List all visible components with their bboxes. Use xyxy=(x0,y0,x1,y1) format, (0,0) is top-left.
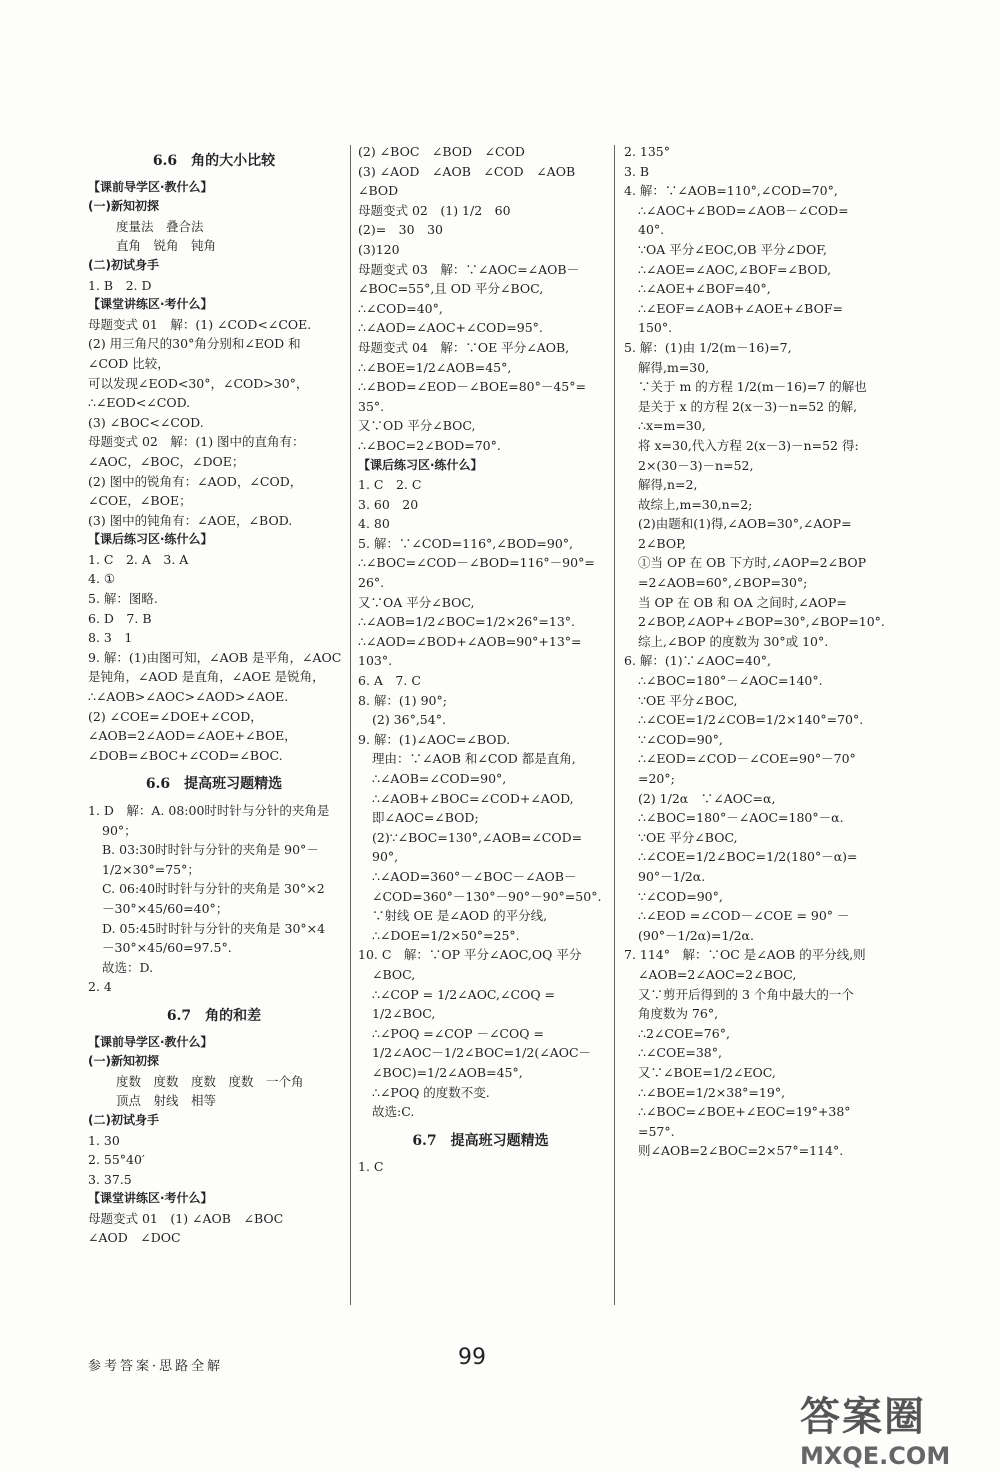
answer-line: ∴∠BOE=1/2∠AOB=45°, xyxy=(358,359,512,375)
answer-line: (2) 图中的锐角有：∠AOD，∠COD， xyxy=(88,473,303,489)
answer-line: 故选：D. xyxy=(102,959,154,975)
answer-line: ∴∠AOD=360°－∠BOC－∠AOB－ xyxy=(372,868,577,884)
answer-line: 解得,m=30, xyxy=(638,359,710,375)
answer-line: =20°; xyxy=(638,771,675,786)
answer-line: 4. 解：∵∠AOB=110°,∠COD=70°, xyxy=(624,183,838,199)
answer-line: 则∠AOB=2∠BOC=2×57°=114°. xyxy=(638,1143,844,1159)
answer-line: ∴∠POQ 的度数不变. xyxy=(372,1084,490,1100)
answer-line: 又∵∠BOE=1/2∠EOC, xyxy=(638,1064,776,1080)
answer-line: 3. 60 20 xyxy=(358,496,419,512)
answer-line: 是钝角，∠AOD 是直角，∠AOE 是锐角， xyxy=(88,669,325,685)
answer-line: ∴∠BOE=1/2×38°=19°, xyxy=(638,1084,786,1100)
section-label: 【课堂讲练区·考什么】 xyxy=(88,297,213,312)
answer-line: 角度数为 76°, xyxy=(638,1006,719,1022)
answer-line: ∠AOD ∠DOC xyxy=(88,1230,181,1246)
answer-line: 1. C 2. C xyxy=(358,477,422,493)
answer-line: 40°. xyxy=(638,222,665,238)
answer-line: 当 OP 在 OB 和 OA 之间时,∠AOP= xyxy=(638,594,847,610)
answer-line: 故综上,m=30,n=2; xyxy=(638,496,753,512)
answer-line: (90°－1/2α)=1/2α. xyxy=(638,927,754,943)
answer-line: 母题变式 01 解：(1) ∠COD<∠COE. xyxy=(88,316,312,332)
answer-line: 35°. xyxy=(358,398,385,414)
answer-line: 2×(30－3)－n=52, xyxy=(638,457,754,473)
answer-line: 8. 3 1 xyxy=(88,630,133,646)
answer-line: －30°×45/60=40°； xyxy=(102,900,229,916)
answer-line: ∴∠AOE+∠BOF=40°, xyxy=(638,281,771,297)
answer-line: ∠AOB=2∠AOC=2∠BOC, xyxy=(638,966,797,982)
answer-line: 又∵OA 平分∠BOC, xyxy=(358,594,475,610)
answer-line: (2)由题和(1)得,∠AOB=30°,∠AOP= xyxy=(638,516,852,532)
answer-line: 90°－1/2α. xyxy=(638,868,706,884)
answer-line: ∠COD=360°－130°－90°－90°=50°. xyxy=(372,888,602,904)
answer-line: ∴2∠COE=76°, xyxy=(638,1025,730,1041)
answer-line: 度数 度数 度数 度数 一个角 xyxy=(116,1073,304,1089)
column-right xyxy=(624,142,885,1161)
answer-line: 母题变式 02 解：(1) 图中的直角有： xyxy=(88,434,305,450)
answer-line: 3. B xyxy=(624,163,650,179)
section-label: 【课前导学区·教什么】 xyxy=(88,1034,213,1049)
answer-line: ∵关于 m 的方程 1/2(m－16)=7 的解也 xyxy=(638,379,867,395)
page-number: 99 xyxy=(458,1345,486,1370)
answer-line: 6. A 7. C xyxy=(358,673,421,689)
answer-line: ∠COD 比较， xyxy=(88,355,170,371)
answer-line: ∵∠COD=90°, xyxy=(638,731,723,747)
answer-line: ∠AOC，∠BOC，∠DOE； xyxy=(88,453,245,469)
answer-line: 2∠BOP,∠AOP+∠BOP=30°,∠BOP=10°. xyxy=(638,614,885,630)
section-label: (一)新知初探 xyxy=(88,199,159,214)
answer-line: 2. 55°40′ xyxy=(88,1152,145,1168)
answer-line: 9. 解：(1)由图可知，∠AOB 是平角，∠AOC xyxy=(88,649,342,665)
answer-line: 6. D 7. B xyxy=(88,610,152,626)
answer-line: 1. B 2. D xyxy=(88,277,152,293)
answer-line: 综上,∠BOP 的度数为 30°或 10°. xyxy=(638,633,829,649)
answer-line: 故选:C. xyxy=(372,1104,415,1120)
answer-line: (2) 用三角尺的30°角分别和∠EOD 和 xyxy=(88,336,301,352)
answer-line: 1/2∠AOC－1/2∠BOC=1/2(∠AOC－ xyxy=(372,1045,592,1061)
answer-line: 2. 4 xyxy=(88,979,112,995)
answer-line: 母题变式 03 解：∵∠AOC=∠AOB－ xyxy=(358,261,580,277)
answer-line: 母题变式 01 (1) ∠AOB ∠BOC xyxy=(88,1210,284,1226)
answer-line: 1. D 解：A. 08:00时时针与分针的夹角是 xyxy=(88,803,330,818)
section-label: 【课后练习区·练什么】 xyxy=(88,532,213,547)
column-divider xyxy=(614,145,615,1305)
answer-line: ∴∠EOD =∠COD－∠COE = 90° － xyxy=(638,908,850,924)
answer-line: 9. 解：(1)∠AOC=∠BOD. xyxy=(358,731,511,747)
watermark-url: MXQE.COM xyxy=(800,1442,951,1470)
section-label: 【课前导学区·教什么】 xyxy=(88,179,213,194)
answer-line: ∴∠BOC=180°－∠AOC=140°. xyxy=(638,673,823,689)
answer-line: ∠BOC=55°,且 OD 平分∠BOC, xyxy=(358,281,544,297)
answer-line: 3. 37.5 xyxy=(88,1171,132,1187)
answer-line: ∴∠BOC=∠COD－∠BOD=116°－90°= xyxy=(358,555,595,571)
answer-line: 90°； xyxy=(102,822,137,838)
answer-line: B. 03:30时时针与分针的夹角是 90°－ xyxy=(102,842,319,858)
answer-line: ∠DOB=∠BOC+∠COD=∠BOC. xyxy=(88,747,283,763)
answer-line: ∴∠COD=40°, xyxy=(358,300,443,316)
answer-line: 1/2×30°=75°； xyxy=(102,861,200,877)
answer-line: ∴∠AOB=∠COD=90°, xyxy=(372,771,507,786)
answer-line: (3) ∠AOD ∠AOB ∠COD ∠AOB xyxy=(358,163,576,179)
answer-line: ∴∠AOE=∠AOC,∠BOF=∠BOD, xyxy=(638,261,832,277)
answer-line: D. 05:45时时针与分针的夹角是 30°×4 xyxy=(102,920,326,936)
answer-line: (2)= 30 30 xyxy=(358,222,443,238)
answer-line: ∴∠COE=38°, xyxy=(638,1045,722,1061)
answer-line: ∴∠AOB=1/2∠BOC=1/2×26°=13°. xyxy=(358,614,576,630)
answer-line: 8. 解：(1) 90°; xyxy=(358,692,447,708)
answer-line: (2)∵∠BOC=130°,∠AOB=∠COD= xyxy=(372,829,583,845)
answer-line: ∴∠EOD<∠COD. xyxy=(88,395,191,411)
answer-line: ∴∠AOB>∠AOC>∠AOD>∠AOE. xyxy=(88,689,289,705)
footer-title: 参考答案·思路全解 xyxy=(88,1359,224,1374)
answer-line: =57°. xyxy=(638,1123,675,1139)
answer-line: (3) ∠BOC<∠COD. xyxy=(88,414,204,430)
answer-line: －30°×45/60=97.5°. xyxy=(102,940,232,956)
answer-line: 直角 锐角 钝角 xyxy=(116,238,217,254)
answer-line: ∠COE，∠BOE； xyxy=(88,493,192,509)
answer-line: 5. 解：(1)由 1/2(m－16)=7, xyxy=(624,339,792,355)
column-divider xyxy=(350,145,351,1305)
answer-line: 5. 解：图略. xyxy=(88,591,158,607)
answer-line: 6. 解：(1)∵∠AOC=40°, xyxy=(624,653,772,669)
answer-line: ∵OE 平分∠BOC, xyxy=(638,829,738,845)
answer-line: 1/2∠BOC, xyxy=(372,1006,436,1022)
column-middle xyxy=(358,142,603,1177)
answer-line: 是关于 x 的方程 2(x－3)－n=52 的解, xyxy=(638,398,858,414)
answer-line: 26°. xyxy=(358,575,385,591)
answer-line: ∴∠COP = 1/2∠AOC,∠COQ = xyxy=(372,986,556,1002)
answer-line: 103°. xyxy=(358,653,393,669)
answer-line: ∵∠COD=90°, xyxy=(638,888,723,904)
section-label: (二)初试身手 xyxy=(88,1112,159,1127)
answer-line: ∴∠DOE=1/2×50°=25°. xyxy=(372,927,520,943)
answer-line: ∴∠COE=1/2∠BOC=1/2(180°－α)= xyxy=(638,849,858,865)
column-left xyxy=(88,142,340,1248)
answer-line: ∴∠EOD=∠COD－∠COE=90°－70° xyxy=(638,751,856,767)
section-heading: 6.7 角的和差 xyxy=(166,1007,262,1024)
answer-line: 10. C 解：∵OP 平分∠AOC,OQ 平分 xyxy=(358,947,582,963)
answer-line: (3) 图中的钝角有：∠AOE，∠BOD. xyxy=(88,512,293,528)
answer-line: ∴∠BOC=∠BOE+∠EOC=19°+38° xyxy=(638,1104,851,1120)
answer-line: ∵OE 平分∠BOC, xyxy=(638,692,738,708)
answer-line: ∠BOC)=1/2∠AOB=45°, xyxy=(372,1064,523,1080)
answer-line: ∠BOD xyxy=(358,183,399,199)
answer-line: ∴∠AOB+∠BOC=∠COD+∠AOD, xyxy=(372,790,574,806)
answer-line: 解得,n=2, xyxy=(638,477,698,493)
answer-line: 4. ① xyxy=(88,571,116,587)
answer-line: 90°, xyxy=(372,849,399,865)
section-label: 【课后练习区·练什么】 xyxy=(358,457,483,472)
answer-line: 150°. xyxy=(638,320,673,336)
answer-line: (2) 36°,54°. xyxy=(372,712,446,728)
answer-line: ∴∠AOC+∠BOD=∠AOB－∠COD= xyxy=(638,202,849,218)
answer-line: ∴x=m=30, xyxy=(638,418,706,434)
section-heading: 6.6 角的大小比较 xyxy=(152,153,276,169)
answer-line: 1. C 2. A 3. A xyxy=(88,551,189,567)
answer-line: ∠BOC, xyxy=(372,966,416,982)
answer-line: 理由：∵∠AOB 和∠COD 都是直角, xyxy=(372,751,576,767)
answer-line: 母题变式 04 解：∵OE 平分∠AOB, xyxy=(358,339,570,355)
watermark-logo-text: 答案圈 xyxy=(800,1394,926,1440)
answer-line: ∴∠EOF=∠AOB+∠AOE+∠BOF= xyxy=(638,300,843,316)
section-heading: 6.7 提高班习题精选 xyxy=(412,1132,549,1149)
answer-line: ∴∠AOD=∠AOC+∠COD=95°. xyxy=(358,320,543,336)
answer-line: (2) ∠COE=∠DOE+∠COD， xyxy=(88,708,263,724)
answer-line: 顶点 射线 相等 xyxy=(116,1093,217,1109)
answer-line: 2∠BOP, xyxy=(638,535,686,551)
answer-line: (2) 1/2α ∵∠AOC=α, xyxy=(638,790,776,806)
watermark-logo xyxy=(800,1385,950,1470)
answer-line: 度量法 叠合法 xyxy=(116,218,204,234)
answer-line: ∴∠BOC=2∠BOD=70°. xyxy=(358,437,501,453)
answer-line: ①当 OP 在 OB 下方时,∠AOP=2∠BOP xyxy=(638,555,867,571)
answer-line: ∵OA 平分∠EOC,OB 平分∠DOF, xyxy=(638,241,827,257)
answer-line: 1. 30 xyxy=(88,1132,120,1148)
answer-line: 7. 114° 解：∵OC 是∠AOB 的平分线,则 xyxy=(624,947,866,963)
answer-line: (2) ∠BOC ∠BOD ∠COD xyxy=(358,144,525,159)
answer-line: 2. 135° xyxy=(624,144,671,159)
answer-line: 母题变式 02 (1) 1/2 60 xyxy=(358,202,511,218)
answer-line: 又∵OD 平分∠BOC, xyxy=(358,418,476,434)
answer-line: ∴∠BOC=180°－∠AOC=180°－α. xyxy=(638,810,844,826)
answer-line: ∴∠AOD=∠BOD+∠AOB=90°+13°= xyxy=(358,633,582,649)
answer-line: 将 x=30,代入方程 2(x－3)－n=52 得: xyxy=(638,437,859,453)
section-label: 【课堂讲练区·考什么】 xyxy=(88,1191,213,1206)
answer-line: 又∵剪开后得到的 3 个角中最大的一个 xyxy=(638,986,854,1002)
answer-line: ∴∠COE=1/2∠COB=1/2×140°=70°. xyxy=(638,712,864,728)
answer-line: 5. 解：∵∠COD=116°,∠BOD=90°, xyxy=(358,535,574,551)
answer-line: 4. 80 xyxy=(358,516,390,532)
section-heading: 6.6 提高班习题精选 xyxy=(145,776,283,793)
section-label: (二)初试身手 xyxy=(88,257,159,272)
section-label: (一)新知初探 xyxy=(88,1054,159,1069)
answer-line: ∴∠POQ =∠COP －∠COQ = xyxy=(372,1025,544,1041)
answer-line: =2∠AOB=60°,∠BOP=30°; xyxy=(638,575,808,591)
answer-line: ∴∠BOD=∠EOD－∠BOE=80°－45°= xyxy=(358,379,586,395)
answer-line: ∠AOB=2∠AOD=∠AOE+∠BOE， xyxy=(88,728,297,744)
answer-line: C. 06:40时时针与分针的夹角是 30°×2 xyxy=(102,881,325,897)
answer-line: 1. C xyxy=(358,1159,384,1175)
answer-line: 即∠AOC=∠BOD; xyxy=(372,810,479,826)
answer-line: 可以发现∠EOD<30°，∠COD>30°， xyxy=(88,375,309,391)
answer-line: ∵射线 OE 是∠AOD 的平分线, xyxy=(372,908,548,924)
answer-line: (3)120 xyxy=(358,241,400,257)
